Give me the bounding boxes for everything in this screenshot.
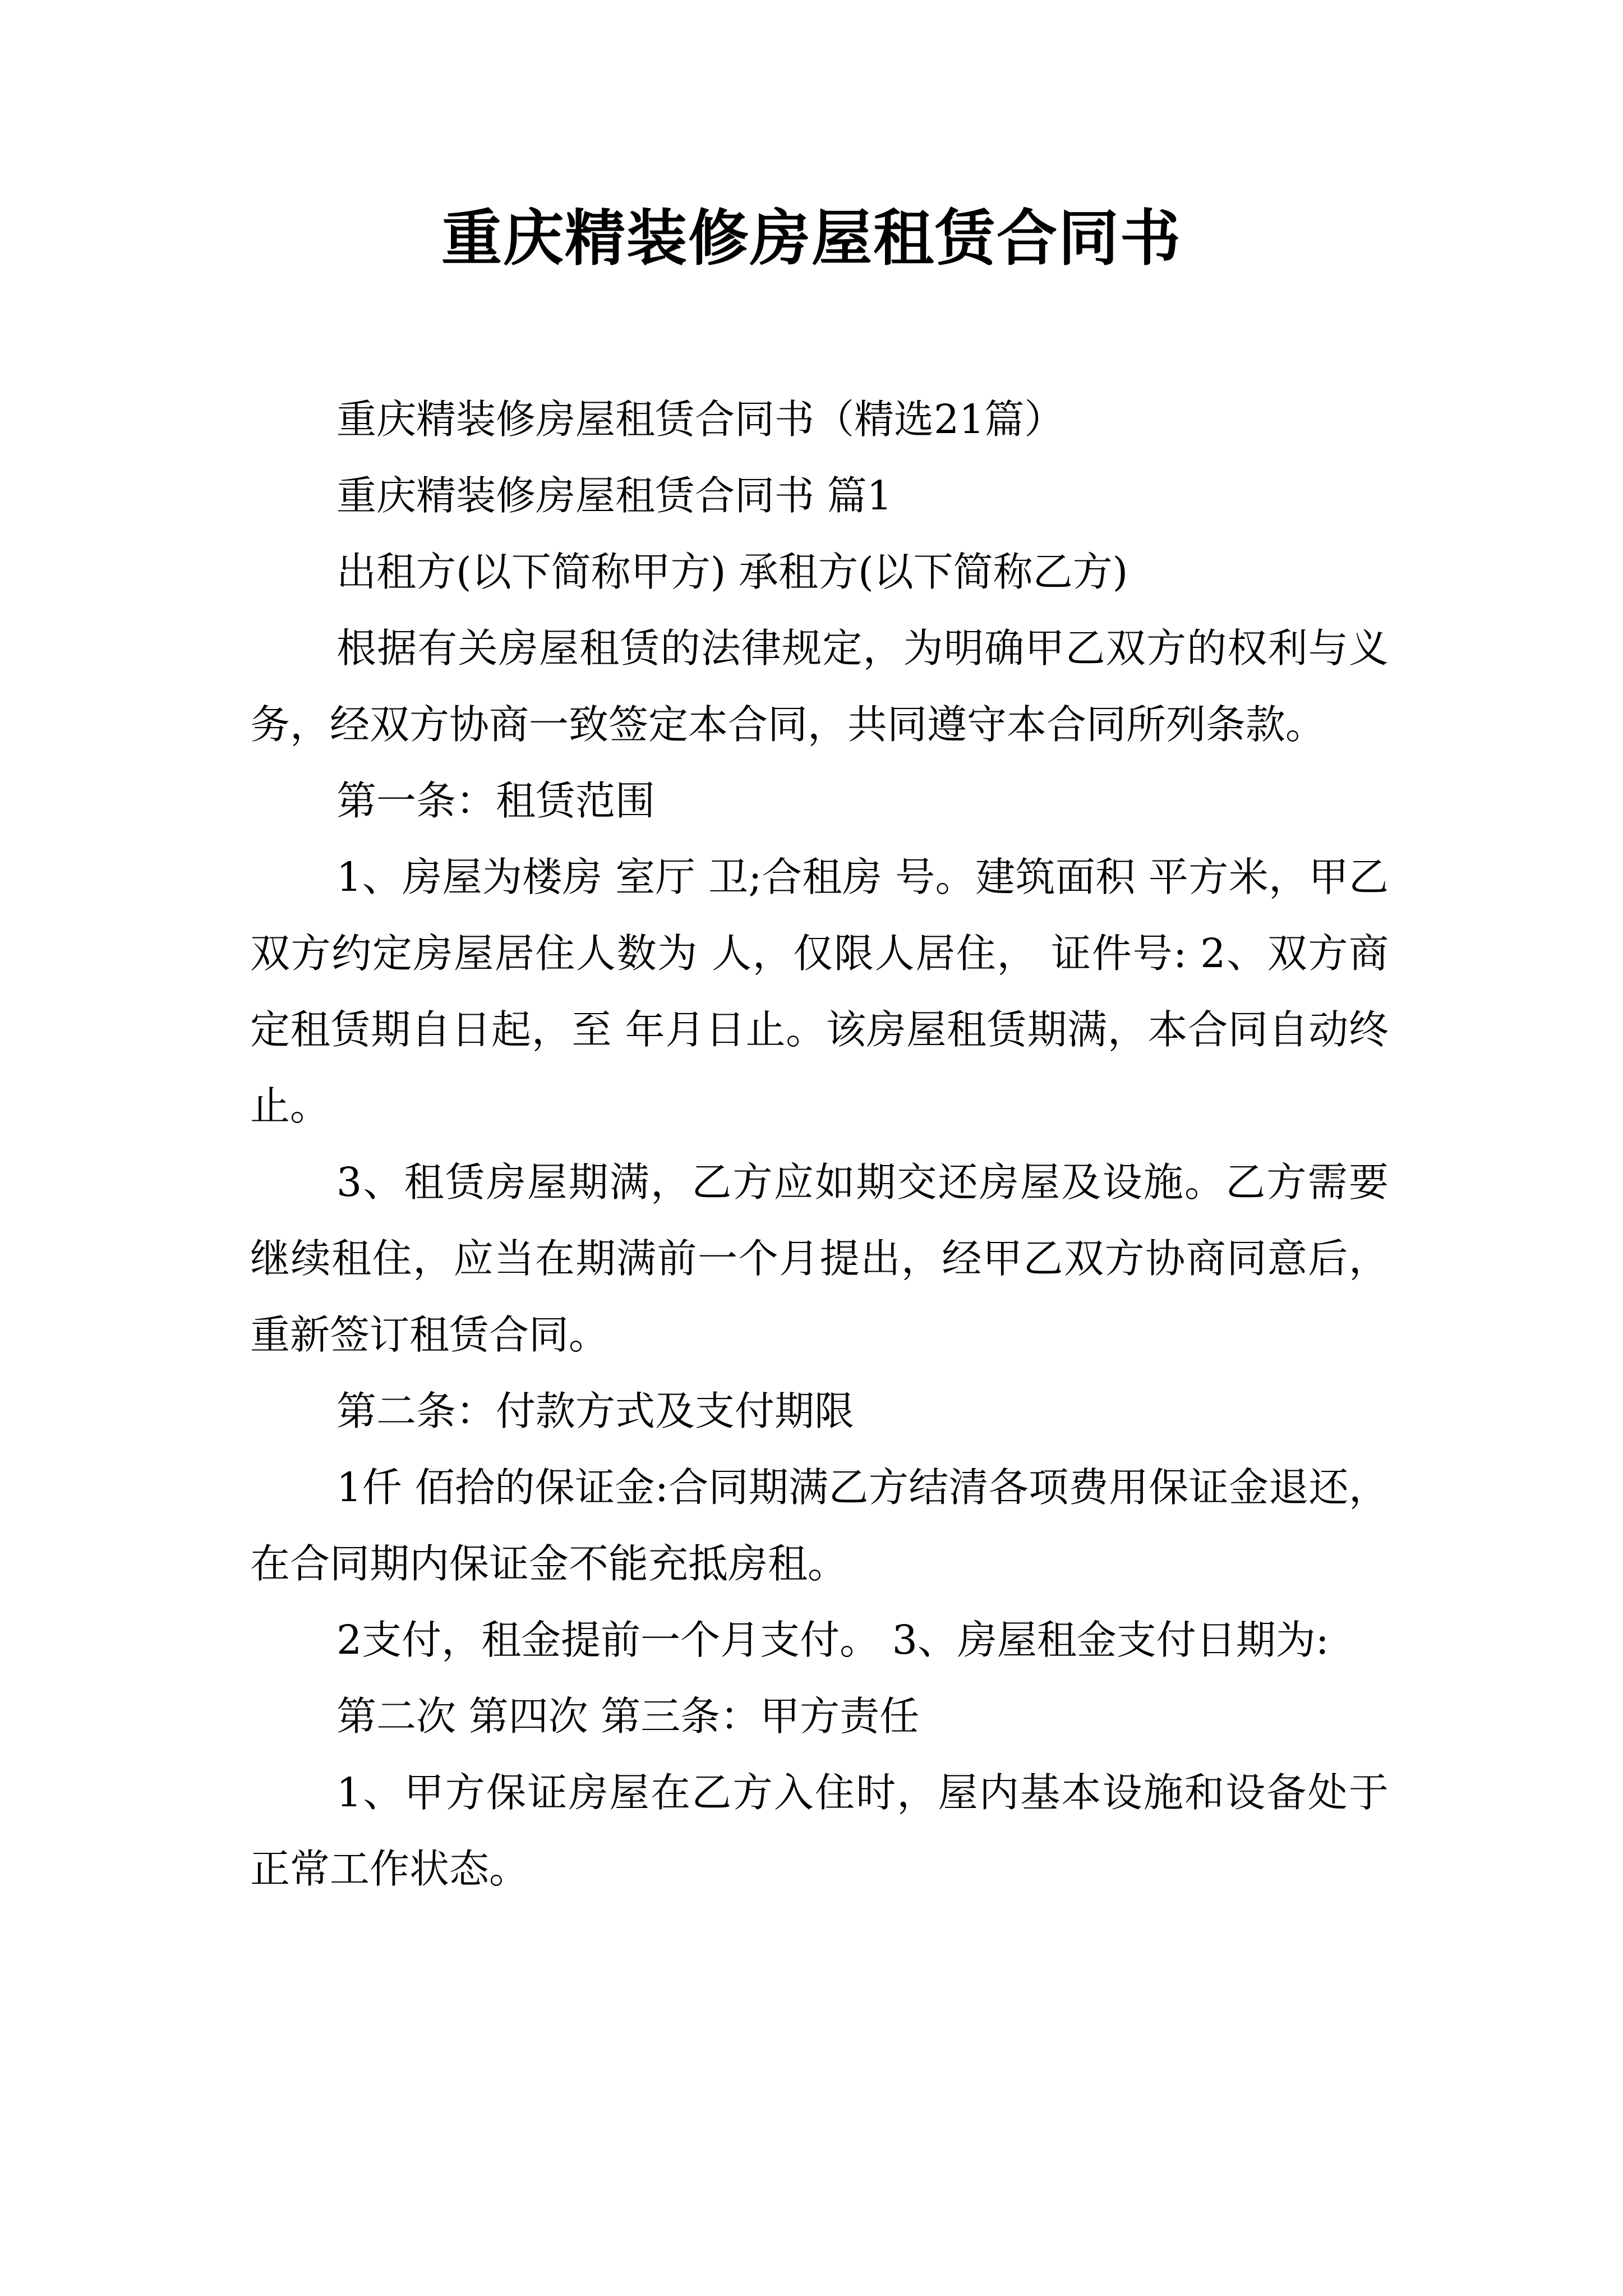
document-body (250, 381, 1389, 1907)
paragraph: 重庆精装修房屋租赁合同书（精选21篇） (336, 396, 1064, 443)
document-title: 重庆精装修房屋租赁合同书 (441, 203, 1182, 274)
paragraph: 根据有关房屋租赁的法律规定，为明确甲乙双方的权利与义务，经双方协商一致签定本合同，共同遵守本合同所列条款。 (250, 625, 1389, 748)
paragraph: 3、租赁房屋期满，乙方应如期交还房屋及设施。乙方需要继续租住，应当在期满前一个月提出，经甲乙双方协商同意后，重新签订租赁合同。 (250, 1159, 1389, 1358)
paragraph: 出租方(以下简称甲方) 承租方(以下简称乙方) (336, 549, 1128, 595)
paragraph: 第二次 第四次 第三条：甲方责任 (336, 1693, 920, 1740)
paragraph: 1、房屋为楼房 室厅 卫;合租房 号。建筑面积 平方米，甲乙双方约定房屋居住人数为 人，仅限人居住， 证件号: 2、双方商定租赁期自日起，至 年月日止。该房屋租赁期满，本合同自动终止。 (250, 854, 1389, 1129)
paragraph: 2支付，租金提前一个月支付。 3、房屋租金支付日期为: (336, 1617, 1329, 1663)
paragraph: 第一条：租赁范围 (336, 777, 656, 824)
paragraph: 重庆精装修房屋租赁合同书 篇1 (336, 472, 892, 519)
paragraph: 1仟 佰拾的保证金:合同期满乙方结清各项费用保证金退还，在合同期内保证金不能充抵房租。 (250, 1464, 1389, 1587)
paragraph: 第二条：付款方式及支付期限 (336, 1388, 855, 1434)
paragraph: 1、甲方保证房屋在乙方入住时，屋内基本设施和设备处于正常工作状态。 (250, 1769, 1389, 1892)
